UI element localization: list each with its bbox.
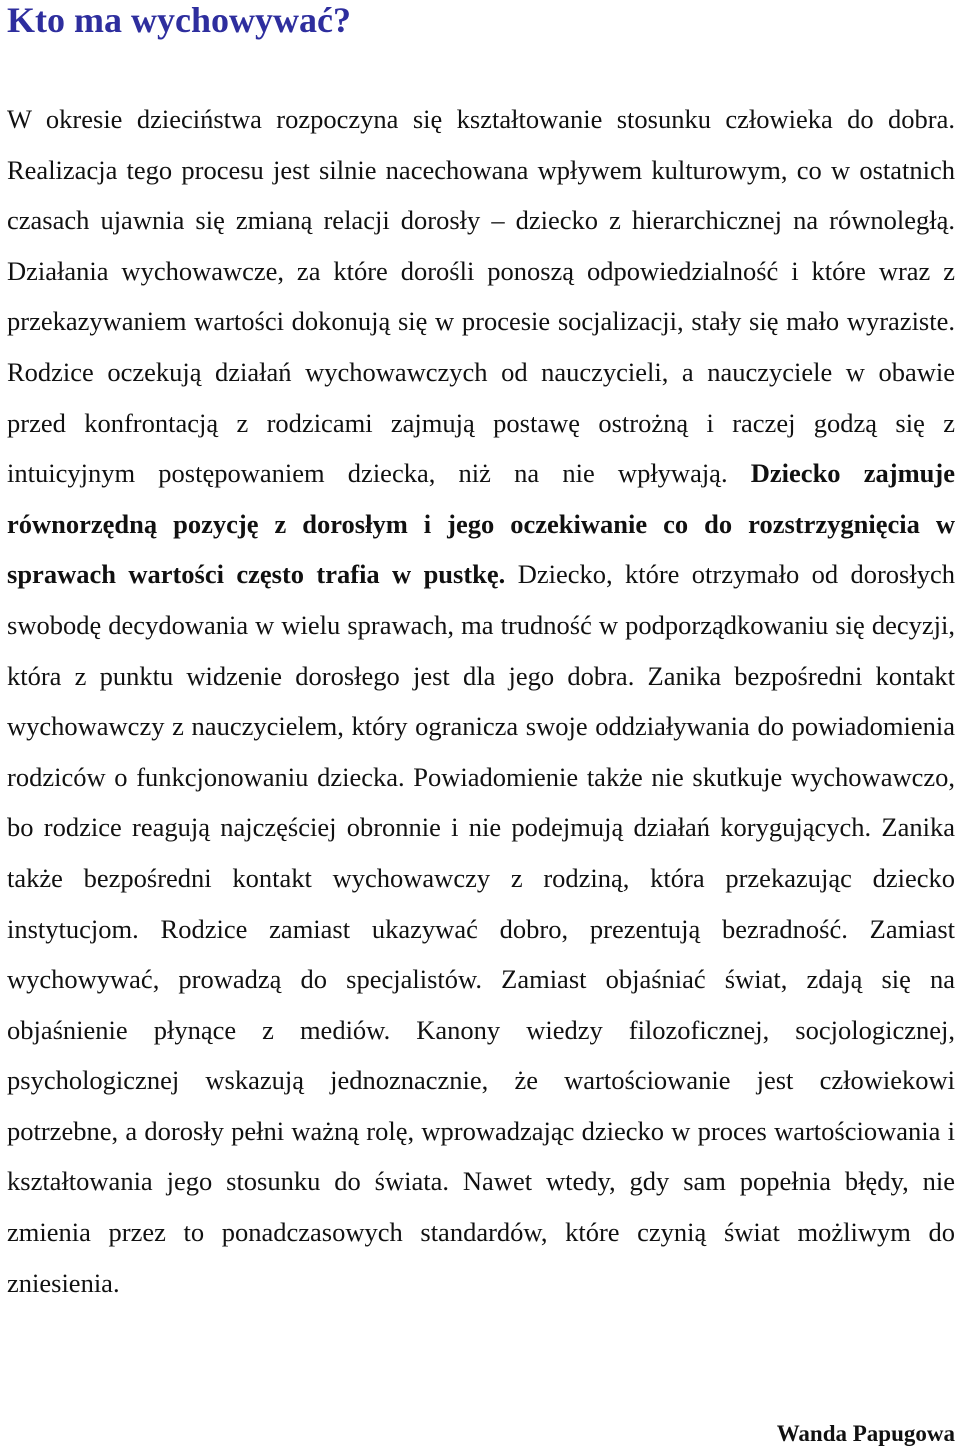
author-signature: Wanda Papugowa xyxy=(776,1421,955,1446)
body-paragraph xyxy=(7,94,955,1308)
page-title: Kto ma wychowywać? xyxy=(7,0,351,40)
paragraph-bold-text: Dziecko zajmuje równorzędną pozycję z dorosłym i jego oczekiwanie co do rozstrzygnięcia w sprawach wartości często trafia w pustkę. xyxy=(7,458,955,590)
paragraph-text-part2: Dziecko, które otrzymało od dorosłych swobodę decydowania w wielu sprawach, ma trudność w podporządkowaniu się decyzji, która z punktu widzenie dorosłego jest dla jego dobra. Zanika bezpośredni kontakt wychowawczy z nauczycielem, który ogranicza swoje oddziaływania do powiadomienia rodziców o funkcjonowaniu dziecka. Powiadomienie także nie skutkuje wychowawczo, bo rodzice reagują najczęściej obronnie i nie podejmują działań korygujących. Zanika także bezpośredni kontakt wychowawczy z rodziną, która przekazując dziecko instytucjom. Rodzice zamiast ukazywać dobro, prezentują bezradność. Zamiast wychowywać, prowadzą do specjalistów. Zamiast objaśniać świat, zdają się na objaśnienie płynące z mediów. Kanony wiedzy filozoficznej, socjologicznej, psychologicznej wskazują jednoznacznie, że wartościowanie jest człowiekowi potrzebne, a dorosły pełni ważną rolę, wprowadzając dziecko w proces wartościowania i kształtowania jego stosunku do świata. Nawet wtedy, gdy sam popełnia błędy, nie zmienia przez to ponadczasowych standardów, które czynią świat możliwym do zniesienia. xyxy=(7,559,955,1298)
paragraph-text-part1: W okresie dzieciństwa rozpoczyna się kształtowanie stosunku człowieka do dobra. Realizacja tego procesu jest silnie nacechowana wpływem kulturowym, co w ostatnich czasach ujawnia się zmianą relacji dorosły – dziecko z hierarchicznej na równoległą. Działania wychowawcze, za które dorośli ponoszą odpowiedzialność i które wraz z przekazywaniem wartości dokonują się w procesie socjalizacji, stały się mało wyraziste. Rodzice oczekują działań wychowawczych od nauczycieli, a nauczyciele w obawie przed konfrontacją z rodzicami zajmują postawę ostrożną i raczej godzą się z intuicyjnym postępowaniem dziecka, niż na nie wpływają. xyxy=(7,104,955,489)
